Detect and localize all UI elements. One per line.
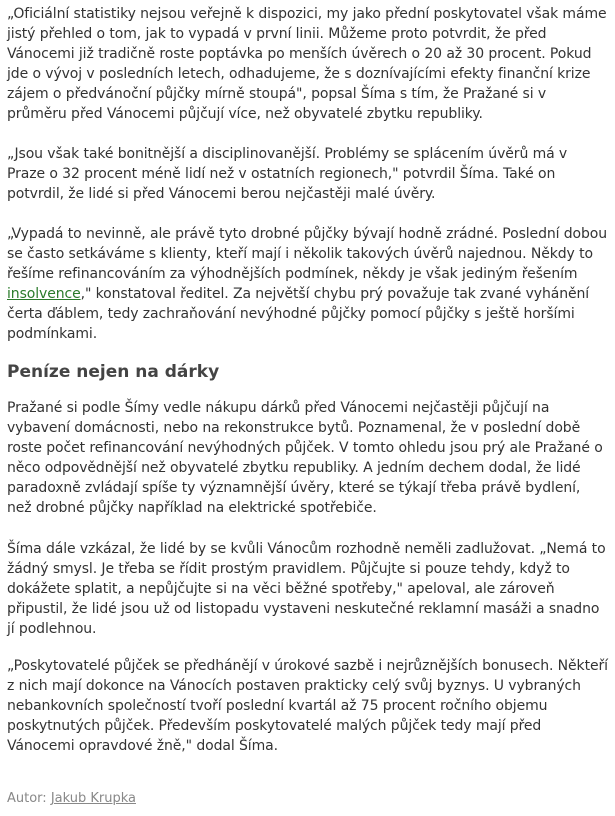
article-paragraph: „Poskytovatelé půjček se předhánějí v úrokové sazbě i nejrůznějších bonusech. Někteří z nich mají dokonce na Vánocích postaven prakticky celý svůj byznys. U vybraných nebankovních společností tvoří poslední kvartál až 75 procent ročního objemu poskytnutých půjček. Především poskytovatelé malých půjček tedy mají před Vánocemi opravdové žně," dodal Šíma.: [7, 658, 608, 754]
section-heading: Peníze nejen na dárky: [7, 362, 220, 382]
author-label: Autor:: [7, 791, 51, 806]
paragraph-text: ," konstatoval ředitel. Za největší chybu prý považuje tak zvané vyhánění čerta ďáblem, tedy zachraňování nevýhodné půjčky pomocí půjčky s ještě horšími podmínkami.: [7, 286, 590, 342]
article-paragraph: „Jsou však také bonitnější a disciplinovanější. Problémy se splácením úvěrů má v Praze o 32 procent méně lidí než v ostatních regionech," potvrdil Šíma. Také on potvrdil, že lidé si před Vánocemi berou nejčastěji malé úvěry.: [7, 146, 568, 202]
article-paragraph: „Oficiální statistiky nejsou veřejně k dispozici, my jako přední poskytovatel však máme jistý přehled o tom, jak to vypadá v první linii. Můžeme proto potvrdit, že před Vánocemi již tradičně roste poptávka po menších úvěrech o 20 až 30 procent. Pokud jde o vývoj v posledních letech, odhadujeme, že s doznívajícími efekty finanční krize zájem o předvánoční půjčky mírně stoupá", popsal Šíma s tím, že Pražané si v průměru před Vánocemi půjčují více, než obyvatelé zbytku republiky.: [7, 6, 607, 122]
article-paragraph: Šíma dále vzkázal, že lidé by se kvůli Vánocům rozhodně neměli zadlužovat. „Nemá to žádný smysl. Je třeba se řídit prostým pravidlem. Půjčujte si pouze tehdy, když to dokážete splatit, a nepůjčujte si na věci běžné spotřeby," apeloval, ale zároveň připustil, že lidé jsou už od listopadu vystaveni neskutečné reklamní masáži a snadno jí podlehnou.: [7, 541, 606, 637]
insolvence-link[interactable]: insolvence: [7, 286, 81, 302]
paragraph-text: „Vypadá to nevinně, ale právě tyto drobné půjčky bývají hodně zrádné. Poslední dobou se často setkáváme s klienty, kteří mají i několik takových úvěrů najednou. Někdy to řešíme refinancováním za výhodnějších podmínek, někdy je však jediným řešením: [7, 226, 608, 282]
author-byline: [7, 790, 136, 808]
article-paragraph: Pražané si podle Šímy vedle nákupu dárků před Vánocemi nejčastěji půjčují na vybavení domácnosti, nebo na rekonstrukce bytů. Poznamenal, že v poslední době roste počet refinancování nevýhodných půjček. V tomto ohledu jsou prý ale Pražané o něco odpovědnější než obyvatelé zbytku republiky. A jedním dechem dodal, že lidé paradoxně zvládají spíše ty významnější úvěry, které se týkají třeba právě bydlení, než drobné půjčky například na elektrické spotřebiče.: [7, 400, 603, 516]
author-link[interactable]: Jakub Krupka: [50, 791, 136, 806]
article-paragraph: [7, 224, 609, 344]
